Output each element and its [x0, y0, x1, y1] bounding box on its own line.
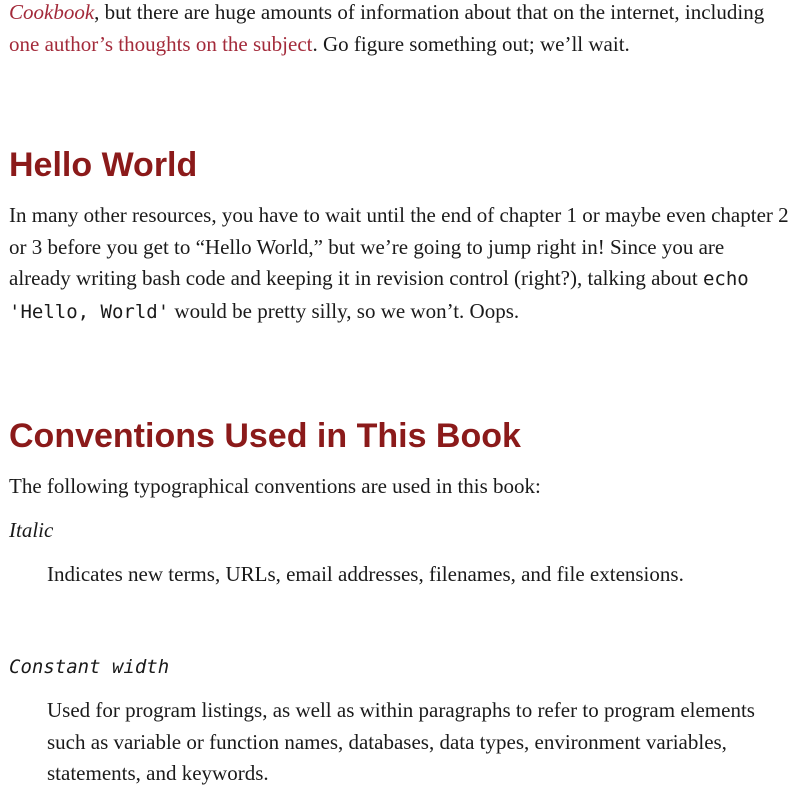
- book-title-link[interactable]: Cookbook: [9, 0, 95, 24]
- definition-italic: Indicates new terms, URLs, email addresses, filenames, and file extensions.: [47, 562, 684, 586]
- conventions-intro: The following typographical conventions are used in this book:: [9, 474, 541, 498]
- hello-text-2: would be pretty silly, so we won’t. Oops.: [169, 298, 520, 323]
- conventions-heading: Conventions Used in This Book: [9, 417, 521, 455]
- hello-text-1: In many other resources, you have to wait until the end of chapter 1 or maybe even chapter 2 or 3 before you get to “Hello World,” but we’re going to jump right in! Since you are already writing bash code and keeping it in revision control (right?), talking about: [9, 203, 789, 290]
- hello-world-paragraph: [9, 200, 791, 328]
- term-italic: Italic: [9, 518, 54, 542]
- author-thoughts-link[interactable]: one author’s thoughts on the subject: [9, 31, 313, 56]
- intro-text-1: , but there are huge amounts of information about that on the internet, including: [94, 0, 765, 24]
- intro-paragraph: [9, 0, 791, 60]
- hello-world-heading: Hello World: [9, 146, 198, 184]
- hello-code: echo 'Hello, World': [9, 268, 749, 323]
- definition-constant-width: Used for program listings, as well as within paragraphs to refer to program elements such as variable or function names, databases, data types, environment variables, statements, and keywords.: [47, 698, 755, 785]
- term-constant-width: Constant width: [9, 656, 170, 678]
- intro-text-2: . Go figure something out; we’ll wait.: [312, 31, 630, 56]
